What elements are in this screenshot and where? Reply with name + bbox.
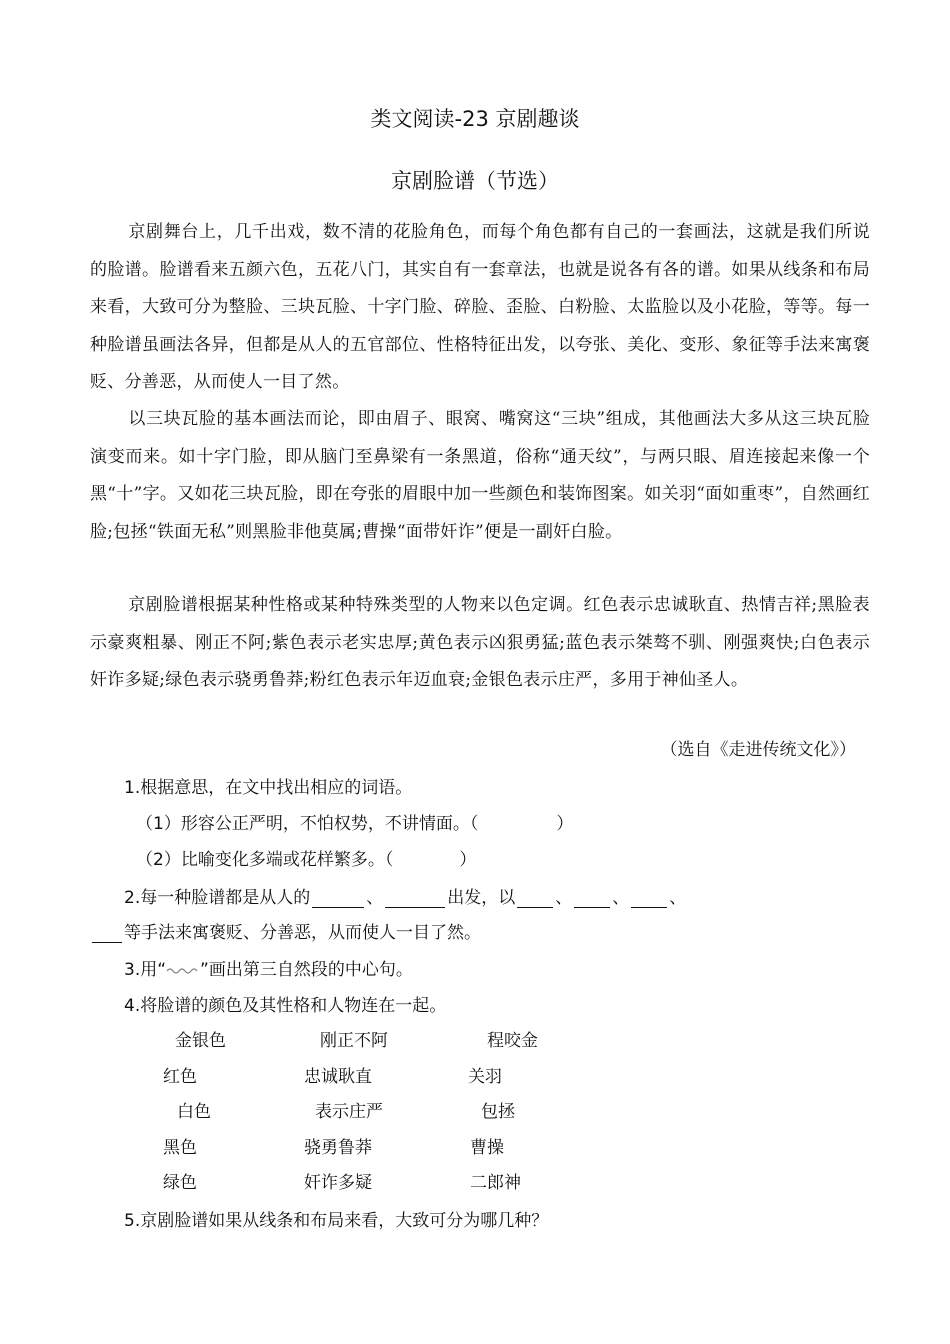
matching-trait[interactable]: 骁勇鲁莽 xyxy=(304,1138,372,1158)
answer-blank[interactable] xyxy=(631,889,667,908)
matching-character[interactable]: 关羽 xyxy=(468,1067,502,1087)
matching-character[interactable]: 二郎神 xyxy=(470,1173,521,1193)
answer-blank[interactable] xyxy=(312,889,364,908)
question-4: 4.将脸谱的颜色及其性格和人物连在一起。 xyxy=(124,996,447,1016)
matching-character[interactable]: 曹操 xyxy=(470,1138,504,1158)
paragraph-3: 京剧脸谱根据某种性格或某种特殊类型的人物来以色定调。红色表示忠诚耿直、热情吉祥;黑脸表示豪爽粗暴、刚正不阿;紫色表示老实忠厚;黄色表示凶狠勇猛;蓝色表示桀骜不驯、刚强爽快;白色表示奸诈多疑;绿色表示骁勇鲁莽;粉红色表示年迈血衰;金银色表示庄严，多用于神仙圣人。 xyxy=(90,595,870,690)
question-5: 5.京剧脸谱如果从线条和布局来看，大致可分为哪几种？ xyxy=(124,1211,549,1231)
question-2-line-1: 2.每一种脸谱都是从人的 、 出发，以 、 、 、 xyxy=(124,888,687,908)
matching-color[interactable]: 金银色 xyxy=(175,1031,226,1051)
source-citation: （选自《走进传统文化》） xyxy=(660,740,856,760)
matching-color[interactable]: 红色 xyxy=(163,1067,197,1087)
matching-color[interactable]: 绿色 xyxy=(163,1173,197,1193)
matching-color[interactable]: 白色 xyxy=(177,1102,211,1122)
question-1: 1.根据意思，在文中找出相应的词语。 xyxy=(124,778,413,798)
answer-blank[interactable] xyxy=(574,889,610,908)
page-title: 类文阅读-23 京剧趣谈 xyxy=(370,107,580,131)
matching-character[interactable]: 程咬金 xyxy=(487,1031,538,1051)
matching-trait[interactable]: 忠诚耿直 xyxy=(304,1067,372,1087)
answer-blank[interactable] xyxy=(385,889,445,908)
matching-trait[interactable]: 刚正不阿 xyxy=(320,1031,388,1051)
matching-trait[interactable]: 表示庄严 xyxy=(315,1102,383,1122)
question-2-line-2: 等手法来寓褒贬、分善恶，从而使人一目了然。 xyxy=(90,918,481,943)
matching-trait[interactable]: 奸诈多疑 xyxy=(304,1173,372,1193)
wavy-underline-icon xyxy=(166,964,200,976)
matching-color[interactable]: 黑色 xyxy=(163,1138,197,1158)
question-1-part-2: （2）比喻变化多端或花样繁多。（ ） xyxy=(136,850,477,870)
passage-title: 京剧脸谱（节选） xyxy=(391,169,559,193)
answer-blank[interactable] xyxy=(92,924,122,943)
paragraph-2: 以三块瓦脸的基本画法而论，即由眉子、眼窝、嘴窝这“三块”组成，其他画法大多从这三块瓦脸演变而来。如十字门脸，即从脑门至鼻梁有一条黑道，俗称“通天纹”，与两只眼、眉连接起来像一个黑“十”字。又如花三块瓦脸，即在夸张的眉眼中加一些颜色和装饰图案。如关羽“面如重枣”，自然画红脸;包拯“铁面无私”则黑脸非他莫属;曹操“面带奸诈”便是一副奸白脸。 xyxy=(90,409,870,542)
paragraph-1: 京剧舞台上，几千出戏，数不清的花脸角色，而每个角色都有自己的一套画法，这就是我们所说的脸谱。脸谱看来五颜六色，五花八门，其实自有一套章法，也就是说各有各的谱。如果从线条和布局来看，大致可分为整脸、三块瓦脸、十字门脸、碎脸、歪脸、白粉脸、太监脸以及小花脸，等等。每一种脸谱虽画法各异，但都是从人的五官部位、性格特征出发，以夸张、美化、变形、象征等手法来寓褒贬、分善恶，从而使人一目了然。 xyxy=(90,222,870,392)
answer-blank[interactable] xyxy=(517,889,553,908)
question-3: 3.用“ ”画出第三自然段的中心句。 xyxy=(124,960,413,980)
matching-character[interactable]: 包拯 xyxy=(481,1102,515,1122)
question-1-part-1: （1）形容公正严明，不怕权势，不讲情面。（ ） xyxy=(136,814,574,834)
